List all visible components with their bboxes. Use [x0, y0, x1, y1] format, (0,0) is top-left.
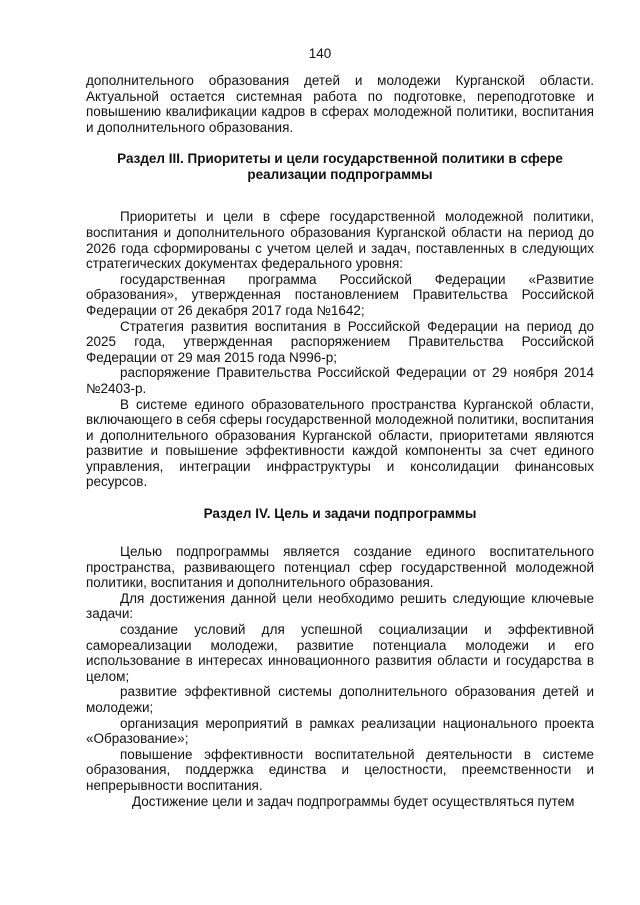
section-4-paragraph: развитие эффективной системы дополнительного образования детей и молодежи;	[86, 684, 594, 715]
section-4-paragraph: Для достижения данной цели необходимо решить следующие ключевые задачи:	[86, 590, 594, 622]
section-3-paragraph: государственная программа Российской Федерации «Развитие образования», утвержденная постановлением Правительства Российской Федерации от 26 декабря 2017 года №1642;	[86, 271, 594, 318]
section-4-paragraph: организация мероприятий в рамках реализации национального проекта «Образование»;	[86, 715, 594, 747]
section-4-paragraph: создание условий для успешной социализации и эффективной самореализации молодежи, развитие потенциала молодежи и его использование в интересах инновационного развития области и государства в целом;	[86, 622, 594, 684]
intro-paragraph: дополнительного образования детей и молодежи Курганской области. Актуальной остается системная работа по подготовке, переподготовке и повышению квалификации кадров в сферах молодежной политики, воспитания и дополнительного образования.	[86, 73, 594, 135]
section-3-heading: Раздел III. Приоритеты и цели государственной политики в сфере реализации подпрограммы	[117, 151, 563, 183]
section-3-paragraph: Стратегия развития воспитания в Российской Федерации на период до 2025 года, утвержденная распоряжением Правительства Российской Федерации от 29 мая 2015 года N996-р;	[86, 318, 594, 365]
section-3-paragraph: распоряжение Правительства Российской Федерации от 29 ноября 2014 №2403-р.	[86, 365, 594, 396]
section-4-heading: Раздел IV. Цель и задачи подпрограммы	[203, 506, 477, 522]
page-number: 140	[308, 46, 332, 61]
page-content	[86, 73, 594, 809]
section-3-paragraph: Приоритеты и цели в сфере государственной молодежной политики, воспитания и дополнительного образования Курганской области на период до 2026 года сформированы с учетом целей и задач, поставленных в следующих стратегических документах федерального уровня:	[86, 209, 594, 272]
section-4-paragraph: Целью подпрограммы является создание единого воспитательного пространства, развивающего потенциал сфер государственной молодежной политики, воспитания и дополнительного образования.	[86, 544, 594, 591]
section-4-paragraph: повышение эффективности воспитательной деятельности в системе образования, поддержка единства и целостности, преемственности и непрерывности воспитания.	[86, 746, 594, 793]
section-3-paragraph: В системе единого образовательного пространства Курганской области, включающего в себя сферы государственной молодежной политики, воспитания и дополнительного образования Курганской области, приоритетами являются развитие и повышение эффективности каждой компоненты за счет единого управления, интеграции инфраструктуры и консолидации финансовых ресурсов.	[86, 396, 594, 490]
section-4-paragraph: Достижение цели и задач подпрограммы будет осуществляться путем	[132, 793, 575, 809]
